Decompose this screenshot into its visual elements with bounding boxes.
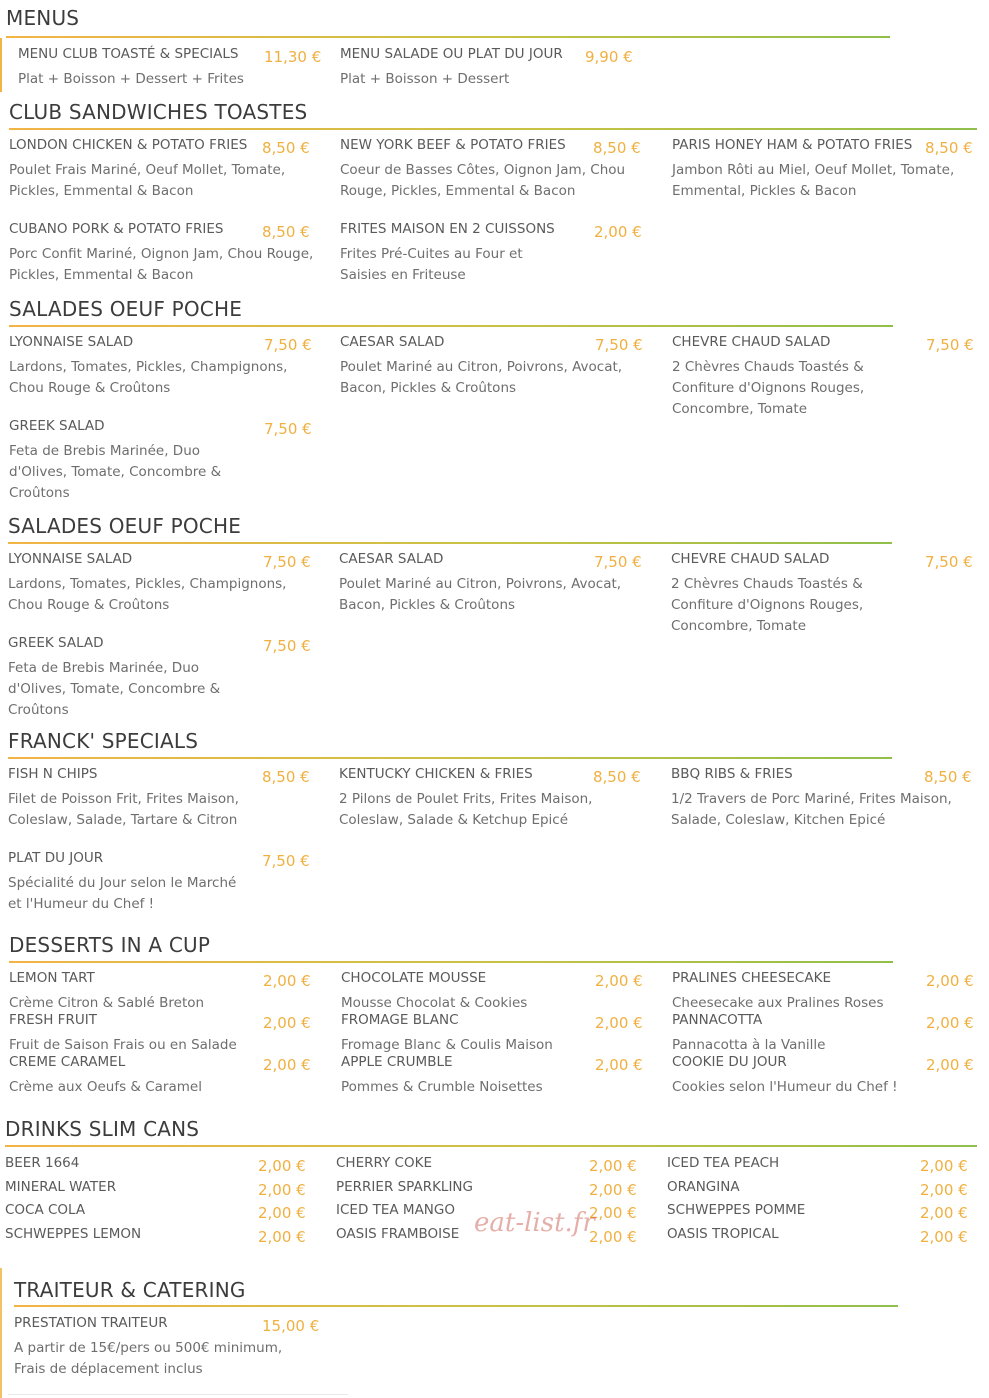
item-description: 2 Chèvres Chauds Toastés & Confiture d'Oignons Rouges, Concombre, Tomate xyxy=(671,576,864,634)
item-description: Plat + Boisson + Dessert + Frites xyxy=(18,71,244,87)
drink-name: OASIS TROPICAL xyxy=(667,1226,779,1242)
section-accent-bar xyxy=(0,38,2,92)
item-name: MENU SALADE OU PLAT DU JOUR xyxy=(340,46,563,62)
section-title-traiteur: TRAITEUR & CATERING xyxy=(14,1278,246,1302)
item-name: GREEK SALAD xyxy=(9,418,105,434)
item-name: COOKIE DU JOUR xyxy=(672,1054,787,1070)
item-price: 8,50 € xyxy=(262,223,310,241)
drink-name: ICED TEA MANGO xyxy=(336,1202,455,1218)
item-description: Feta de Brebis Marinée, Duo d'Olives, Tomate, Concombre & Croûtons xyxy=(8,660,221,718)
drink-name: MINERAL WATER xyxy=(5,1179,117,1195)
item-name: CHEVRE CHAUD SALAD xyxy=(671,551,830,567)
section-title-salades: SALADES OEUF POCHE xyxy=(9,297,243,321)
item-name: KENTUCKY CHICKEN & FRIES xyxy=(339,766,533,782)
drink-price: 2,00 € xyxy=(589,1181,637,1199)
section-rule xyxy=(5,1145,977,1147)
item-name: LONDON CHICKEN & POTATO FRIES xyxy=(9,137,248,153)
item-price: 7,50 € xyxy=(263,553,311,571)
drink-price: 2,00 € xyxy=(258,1228,306,1246)
section-rule xyxy=(6,36,890,38)
item-name: PLAT DU JOUR xyxy=(8,850,104,866)
item-description: Poulet Mariné au Citron, Poivrons, Avocat, Bacon, Pickles & Croûtons xyxy=(339,576,622,613)
item-name: NEW YORK BEEF & POTATO FRIES xyxy=(340,137,566,153)
item-description: 2 Pilons de Poulet Frits, Frites Maison, Coleslaw, Salade & Ketchup Epicé xyxy=(339,791,593,828)
item-price: 7,50 € xyxy=(925,553,973,571)
item-description: Spécialité du Jour selon le Marché et l'Humeur du Chef ! xyxy=(8,875,237,912)
item-price: 8,50 € xyxy=(925,139,973,157)
section-title-menus: MENUS xyxy=(6,6,80,30)
item-price: 2,00 € xyxy=(926,1056,974,1074)
drink-price: 2,00 € xyxy=(589,1204,637,1222)
drink-price: 2,00 € xyxy=(920,1181,968,1199)
watermark: eat-list.fr xyxy=(474,1208,595,1238)
item-price: 8,50 € xyxy=(262,768,310,786)
item-name: PRALINES CHEESECAKE xyxy=(672,970,831,986)
item-name: FISH N CHIPS xyxy=(8,766,98,782)
drink-name: COCA COLA xyxy=(5,1202,86,1218)
drink-name: ICED TEA PEACH xyxy=(667,1155,780,1171)
item-description: Frites Pré-Cuites au Four et Saisies en Friteuse xyxy=(340,246,523,283)
item-description: Lardons, Tomates, Pickles, Champignons, Chou Rouge & Croûtons xyxy=(9,359,288,396)
section-rule xyxy=(14,1305,898,1307)
item-name: LYONNAISE SALAD xyxy=(9,334,134,350)
item-description: Plat + Boisson + Dessert xyxy=(340,71,510,87)
item-name: GREEK SALAD xyxy=(8,635,104,651)
item-description: Fromage Blanc & Coulis Maison xyxy=(341,1037,553,1053)
item-price: 7,50 € xyxy=(926,336,974,354)
item-description: 1/2 Travers de Porc Mariné, Frites Maison, Salade, Coleslaw, Kitchen Epicé xyxy=(671,791,952,828)
drink-price: 2,00 € xyxy=(258,1157,306,1175)
item-price: 7,50 € xyxy=(263,637,311,655)
item-price: 7,50 € xyxy=(262,852,310,870)
item-name: FROMAGE BLANC xyxy=(341,1012,459,1028)
item-description: Fruit de Saison Frais ou en Salade xyxy=(9,1037,237,1053)
section-title-drinks: DRINKS SLIM CANS xyxy=(5,1117,200,1141)
item-description: Feta de Brebis Marinée, Duo d'Olives, Tomate, Concombre & Croûtons xyxy=(9,443,222,501)
item-price: 2,00 € xyxy=(595,1056,643,1074)
item-name: MENU CLUB TOASTÉ & SPECIALS xyxy=(18,46,239,62)
section-accent-bar xyxy=(0,1268,2,1398)
item-description: Coeur de Basses Côtes, Oignon Jam, Chou Rouge, Pickles, Emmental & Bacon xyxy=(340,162,626,199)
drink-name: ORANGINA xyxy=(667,1179,740,1195)
item-price: 7,50 € xyxy=(264,420,312,438)
drink-price: 2,00 € xyxy=(920,1157,968,1175)
item-description: Filet de Poisson Frit, Frites Maison, Coleslaw, Salade, Tartare & Citron xyxy=(8,791,239,828)
item-name: CUBANO PORK & POTATO FRIES xyxy=(9,221,224,237)
item-description: Cheesecake aux Pralines Roses xyxy=(672,995,884,1011)
drink-name: CHERRY COKE xyxy=(336,1155,432,1171)
section-title-club: CLUB SANDWICHES TOASTES xyxy=(9,100,308,124)
drink-price: 2,00 € xyxy=(920,1204,968,1222)
item-description: Pommes & Crumble Noisettes xyxy=(341,1079,543,1095)
item-price: 2,00 € xyxy=(263,972,311,990)
item-name: PANNACOTTA xyxy=(672,1012,763,1028)
item-price: 2,00 € xyxy=(926,1014,974,1032)
item-name: APPLE CRUMBLE xyxy=(341,1054,453,1070)
item-name: BBQ RIBS & FRIES xyxy=(671,766,793,782)
item-description: Crème aux Oeufs & Caramel xyxy=(9,1079,202,1095)
section-title-franck: FRANCK' SPECIALS xyxy=(8,729,199,753)
item-price: 8,50 € xyxy=(593,768,641,786)
drink-name: BEER 1664 xyxy=(5,1155,80,1171)
item-name: LEMON TART xyxy=(9,970,95,986)
drink-name: OASIS FRAMBOISE xyxy=(336,1226,460,1242)
section-title-desserts: DESSERTS IN A CUP xyxy=(9,933,211,957)
section-rule xyxy=(9,128,977,130)
item-name: CHEVRE CHAUD SALAD xyxy=(672,334,831,350)
item-price: 15,00 € xyxy=(262,1317,320,1335)
item-description: Poulet Frais Mariné, Oeuf Mollet, Tomate, Pickles, Emmental & Bacon xyxy=(9,162,286,199)
item-name: CHOCOLATE MOUSSE xyxy=(341,970,487,986)
drink-name: SCHWEPPES POMME xyxy=(667,1202,806,1218)
drink-price: 2,00 € xyxy=(589,1228,637,1246)
item-price: 2,00 € xyxy=(263,1014,311,1032)
drink-price: 2,00 € xyxy=(258,1181,306,1199)
item-price: 8,50 € xyxy=(593,139,641,157)
item-name: PARIS HONEY HAM & POTATO FRIES xyxy=(672,137,913,153)
section-title-salades: SALADES OEUF POCHE xyxy=(8,514,242,538)
item-name: CAESAR SALAD xyxy=(340,334,445,350)
item-name: CAESAR SALAD xyxy=(339,551,444,567)
item-price: 8,50 € xyxy=(262,139,310,157)
item-price: 8,50 € xyxy=(924,768,972,786)
item-description: Mousse Chocolat & Cookies xyxy=(341,995,528,1011)
item-price: 7,50 € xyxy=(594,553,642,571)
item-description: Jambon Rôti au Miel, Oeuf Mollet, Tomate, Emmental, Pickles & Bacon xyxy=(672,162,955,199)
item-name: FRESH FRUIT xyxy=(9,1012,97,1028)
item-price: 9,90 € xyxy=(585,48,633,66)
item-description: Cookies selon l'Humeur du Chef ! xyxy=(672,1079,898,1095)
item-description: Pannacotta à la Vanille xyxy=(672,1037,826,1053)
section-rule xyxy=(8,757,892,759)
item-price: 2,00 € xyxy=(263,1056,311,1074)
item-description: Crème Citron & Sablé Breton xyxy=(9,995,205,1011)
item-description: 2 Chèvres Chauds Toastés & Confiture d'Oignons Rouges, Concombre, Tomate xyxy=(672,359,865,417)
item-price: 2,00 € xyxy=(595,1014,643,1032)
item-price: 2,00 € xyxy=(595,972,643,990)
item-price: 2,00 € xyxy=(594,223,642,241)
item-price: 2,00 € xyxy=(926,972,974,990)
item-price: 7,50 € xyxy=(264,336,312,354)
item-price: 11,30 € xyxy=(264,48,322,66)
item-name: LYONNAISE SALAD xyxy=(8,551,133,567)
item-description: Porc Confit Mariné, Oignon Jam, Chou Rouge, Pickles, Emmental & Bacon xyxy=(9,246,314,283)
item-name: CREME CARAMEL xyxy=(9,1054,126,1070)
section-rule xyxy=(8,542,892,544)
drink-name: PERRIER SPARKLING xyxy=(336,1179,473,1195)
divider xyxy=(8,1394,348,1395)
item-name: PRESTATION TRAITEUR xyxy=(14,1315,168,1331)
section-rule xyxy=(9,961,893,963)
item-description: A partir de 15€/pers ou 500€ minimum, Frais de déplacement inclus xyxy=(14,1340,283,1377)
item-price: 7,50 € xyxy=(595,336,643,354)
drink-price: 2,00 € xyxy=(258,1204,306,1222)
item-description: Lardons, Tomates, Pickles, Champignons, Chou Rouge & Croûtons xyxy=(8,576,287,613)
drink-name: SCHWEPPES LEMON xyxy=(5,1226,142,1242)
item-description: Poulet Mariné au Citron, Poivrons, Avocat, Bacon, Pickles & Croûtons xyxy=(340,359,623,396)
drink-price: 2,00 € xyxy=(589,1157,637,1175)
drink-price: 2,00 € xyxy=(920,1228,968,1246)
item-name: FRITES MAISON EN 2 CUISSONS xyxy=(340,221,555,237)
section-rule xyxy=(9,325,893,327)
